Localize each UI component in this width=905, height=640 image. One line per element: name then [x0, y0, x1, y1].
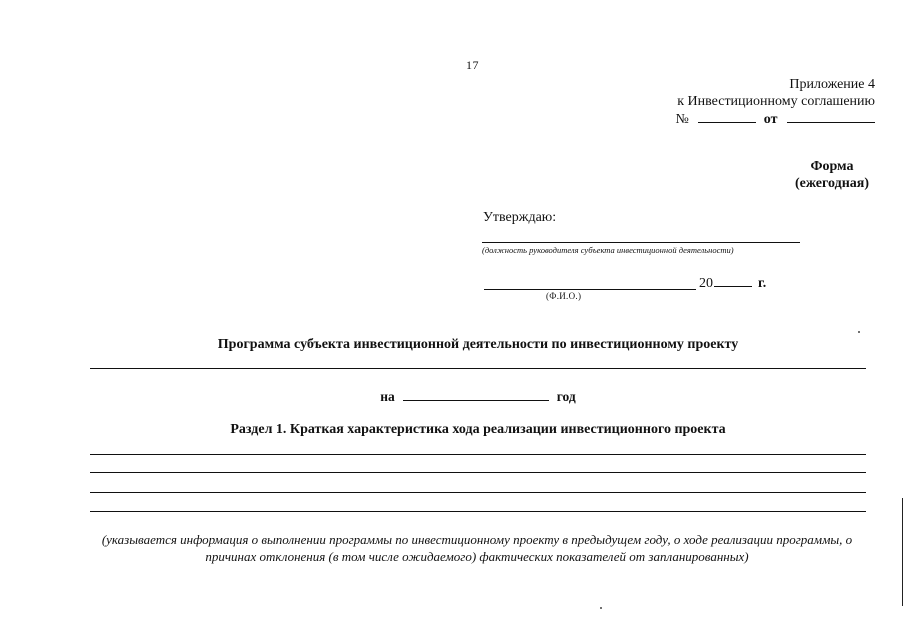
year-suffix: г.	[758, 276, 767, 291]
program-title: Программа субъекта инвестиционной деятельности по инвестиционному проекту	[217, 337, 739, 352]
agreement-number-line	[675, 110, 875, 128]
fio-blank-field[interactable]	[484, 289, 696, 290]
form-periodicity: (ежегодная)	[794, 176, 869, 191]
approval-label: Утверждаю:	[483, 210, 557, 225]
scan-edge-mark	[902, 498, 903, 606]
scan-speck	[600, 607, 602, 609]
scan-speck	[858, 331, 860, 333]
section-1-text-line-2[interactable]	[90, 472, 866, 473]
program-year-suffix: год	[556, 389, 576, 404]
form-type-block	[795, 158, 869, 192]
program-year-line	[90, 388, 866, 405]
approval-year-line	[699, 274, 766, 292]
program-year-prefix: на	[380, 389, 395, 404]
number-prefix: №	[675, 112, 689, 127]
fio-caption: (Ф.И.О.)	[546, 291, 582, 301]
form-label: Форма	[810, 159, 854, 174]
appendix-title: Приложение 4	[789, 77, 875, 92]
number-blank-field[interactable]	[698, 110, 756, 123]
section-1-text-line-3[interactable]	[90, 492, 866, 493]
date-blank-field[interactable]	[787, 110, 875, 123]
date-prefix: от	[763, 112, 778, 127]
program-year-blank-field[interactable]	[403, 388, 549, 401]
section-1-text-line-1[interactable]	[90, 454, 866, 455]
position-caption: (должность руководителя субъекта инвестиционной деятельности)	[482, 245, 734, 255]
year-prefix: 20	[699, 276, 713, 291]
section-1-instruction-note: (указывается информация о выполнении программы по инвестиционному проекту в предыдущем году, о ходе реализации программы, о причинах отклонения (в том числе ожидаемого) фактических показателей от запланированных)	[101, 532, 853, 564]
approval-year-blank-field[interactable]	[714, 274, 752, 287]
section-1-text-line-4[interactable]	[90, 511, 866, 512]
section-1-title: Раздел 1. Краткая характеристика хода реализации инвестиционного проекта	[230, 422, 726, 437]
appendix-header	[675, 76, 875, 128]
appendix-reference: к Инвестиционному соглашению	[677, 94, 875, 109]
program-project-blank-field[interactable]	[90, 368, 866, 369]
page-number: 17	[466, 58, 479, 72]
position-blank-field[interactable]	[482, 242, 800, 243]
